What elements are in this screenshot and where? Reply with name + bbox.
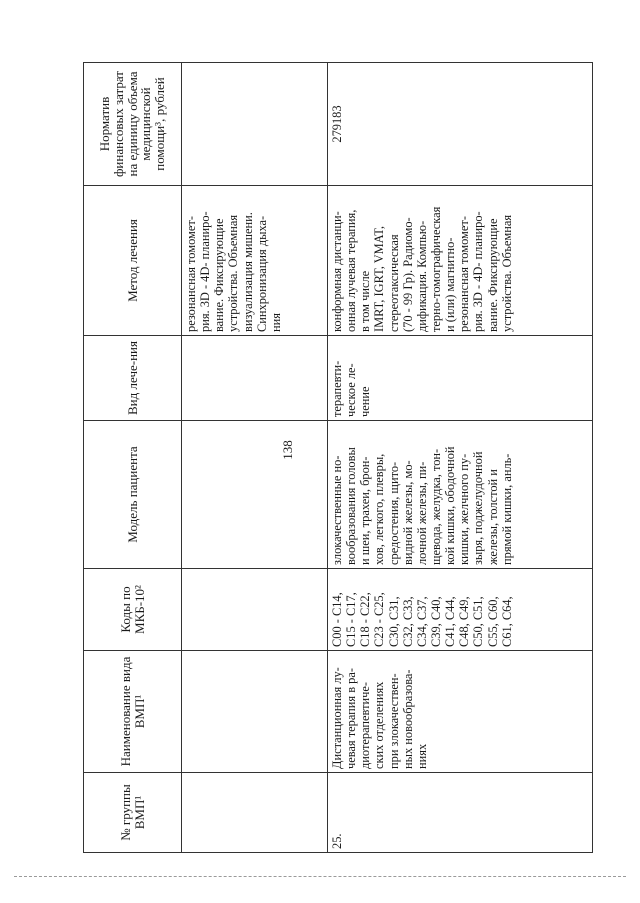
method-line: стереотаксическая: [386, 234, 401, 332]
code-line: C15 - C17,: [344, 592, 359, 647]
rotated-table-container: [83, 63, 593, 853]
header-patient-model: Модель пациента: [84, 421, 182, 569]
model-line: лочной железы, пи-: [414, 461, 429, 565]
table-header-row: [84, 63, 182, 853]
code-line: C00 - C14,: [330, 592, 344, 647]
group-number: 25.: [328, 773, 593, 853]
continuation-codes-cell: [182, 569, 328, 651]
name-line: Дистанционная лу-: [330, 667, 344, 769]
continuation-name-cell: [182, 651, 328, 773]
method-line: вание. Фиксирующие: [212, 218, 227, 332]
name-line: ных новообразова-: [400, 669, 415, 769]
name-line: диотерапевтиче-: [358, 682, 373, 769]
method-line: IMRT, IGRT, VMAT,: [372, 225, 387, 332]
code-line: C23 - C25,: [372, 592, 387, 647]
page-number: 138: [280, 440, 295, 460]
icd-codes-cell: [328, 569, 593, 651]
method-line: рия. 3D - 4D- планиро-: [198, 211, 213, 332]
model-line: и шеи, трахеи, брон-: [358, 456, 373, 565]
continuation-row: [182, 63, 328, 853]
code-line: C55, C60,: [485, 596, 500, 647]
name-line: чевая терапия в ра-: [344, 668, 359, 769]
continuation-model-cell: [182, 421, 328, 569]
treatment-type-cell: [328, 336, 593, 421]
model-line: злокачественные но-: [330, 455, 344, 565]
method-line: терно-томографическая: [428, 206, 443, 332]
method-line: ния: [268, 313, 283, 332]
model-line: вообразования головы: [344, 447, 359, 565]
continuation-group-cell: [182, 773, 328, 853]
continuation-type-cell: [182, 336, 328, 421]
code-line: C48, C49,: [457, 596, 472, 647]
table-row-25: [328, 63, 593, 853]
header-icd-codes: Коды по МКБ-10²: [84, 569, 182, 651]
model-line: хов, легкого, плевры,: [372, 453, 387, 565]
method-line: устройства. Объемная: [226, 214, 241, 332]
code-line: C61, C64,: [499, 596, 514, 647]
model-line: прямой кишки, анль-: [499, 453, 514, 565]
header-group-number: № группы ВМП¹: [84, 773, 182, 853]
model-line: видной железы, мо-: [400, 460, 415, 565]
model-line: кой кишки, ободочной: [443, 446, 458, 565]
type-line: чение: [358, 386, 373, 417]
continuation-method-cell: [182, 186, 328, 336]
model-line: зыря, поджелудочной: [471, 451, 486, 565]
method-line: визуализация мишени.: [240, 212, 255, 332]
name-line: ниях: [414, 743, 429, 769]
method-line: вание. Фиксирующие: [485, 218, 500, 332]
header-vmp-name: Наименование вида ВМП¹: [84, 651, 182, 773]
method-line: онная лучевая терапия,: [344, 209, 359, 332]
method-line: резонансная томомет-: [457, 216, 472, 332]
header-treatment-type: Вид лече-ния: [84, 336, 182, 421]
method-line: (70 - 99 Гр). Радиомо-: [400, 217, 415, 332]
code-line: C50, C51,: [471, 596, 486, 647]
patient-model-cell: [328, 421, 593, 569]
name-line: при злокачествен-: [386, 673, 401, 769]
method-line: Синхронизация дыха-: [254, 215, 269, 332]
code-line: C18 - C22,: [358, 592, 373, 647]
header-cost-norm: Норматив финансовых затрат на единицу объема медицинской помощи³, рублей: [84, 63, 182, 186]
model-line: железы, толстой и: [485, 469, 500, 565]
code-line: C34, C37,: [414, 596, 429, 647]
method-line: в том числе: [358, 270, 373, 332]
code-line: C32, C33,: [400, 596, 415, 647]
vmp-name-cell: [328, 651, 593, 773]
name-line: ских отделениях: [372, 681, 387, 769]
code-line: C41, C44,: [443, 596, 458, 647]
model-line: кишки, желчного пу-: [457, 453, 472, 565]
method-line: дификация. Компью-: [414, 220, 429, 332]
code-line: C39, C40,: [428, 596, 443, 647]
type-line: терапевти-: [330, 360, 344, 417]
vmp-table: [83, 62, 593, 853]
method-line: устройства. Объемная: [499, 214, 514, 332]
model-line: средостения, щито-: [386, 461, 401, 565]
cost-norm-cell: 279183: [328, 63, 593, 186]
continuation-cost-cell: [182, 63, 328, 186]
method-line: резонансная томомет-: [184, 216, 198, 332]
method-line: и (или) магнитно-: [443, 237, 458, 332]
scan-bottom-rule: [14, 876, 626, 877]
method-line: конформная дистанци-: [330, 211, 344, 332]
method-line: рия. 3D - 4D- планиро-: [471, 211, 486, 332]
treatment-method-cell: [328, 186, 593, 336]
model-line: щевода, желудка, тон-: [428, 448, 443, 565]
code-line: C30, C31,: [386, 596, 401, 647]
type-line: ческое ле-: [344, 363, 359, 417]
header-treatment-method: Метод лечения: [84, 186, 182, 336]
